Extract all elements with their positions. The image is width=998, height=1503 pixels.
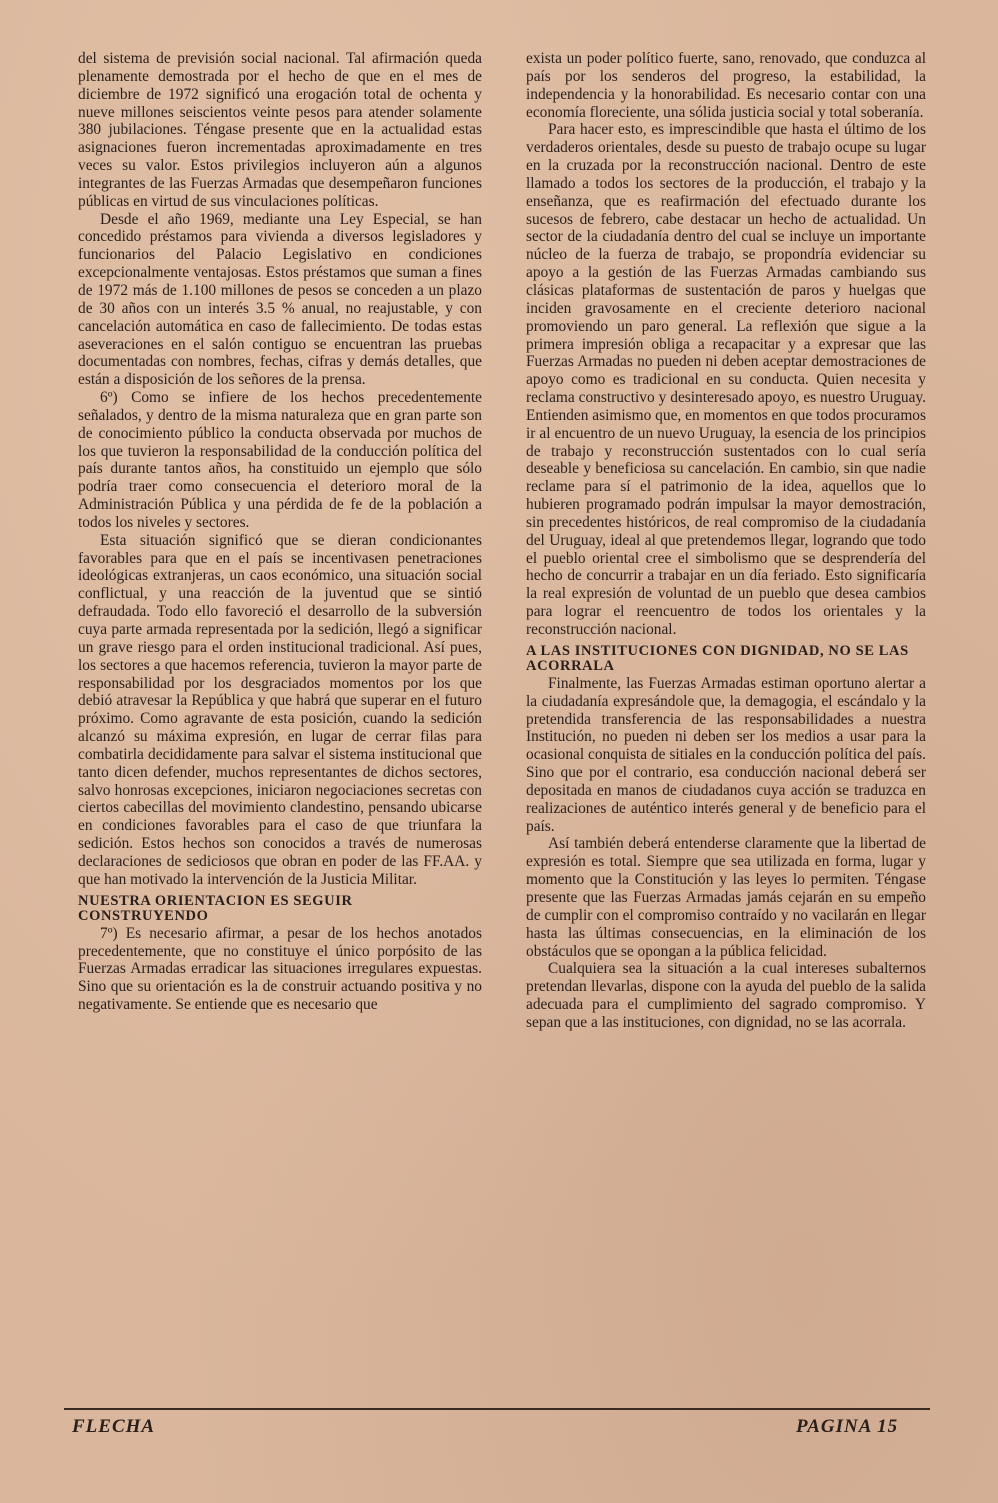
left-paragraph-2: Desde el año 1969, mediante una Ley Especial, se han concedido préstamos para vivienda a diversos legisladores y funcionarios del Palacio Legislativo en condiciones excepcionalmente ventajosas. Estos préstamos que suman a fines de 1972 más de 1.100 millones de pesos se conceden a un plazo de 30 años con un interés 3.5 % anual, no reajustable, y con cancelación automática en caso de fallecimiento. De todas estas aseveraciones en el salón contiguo se encuentran las pruebas documentadas con nombres, fechas, cifras y demás detalles, que están a disposición de los señores de la prensa. <box>78 210 482 389</box>
section-heading-institutions: A LAS INSTITUCIONES CON DIGNIDAD, NO SE LAS ACORRALA <box>526 642 909 675</box>
left-paragraph-3: 6º) Como se infiere de los hechos precedentemente señalados, y dentro de la misma naturaleza que en gran parte son de conocimiento público la conducta observada por muchos de los que tuvieron la responsabilidad de la conducción política del país durante tantos años, ha constituido un ejemplo que sólo podría traer como consecuencia el deterioro moral de la Administración Pública y una pérdida de fe de la población a todos los niveles y sectores. <box>78 389 482 531</box>
left-column <box>78 50 482 1014</box>
right-paragraph-4: Así también deberá entenderse claramente que la libertad de expresión es total. Siempre que sea utilizada en forma, lugar y momento que la Constitución y las leyes lo permiten. Téngase presente que las Fuerzas Armadas jamás cejarán en su empeño de cumplir con el compromiso contraído y no vacilarán en llegar hasta las últimas consecuencias, en la eliminación de los obstáculos que se opongan a la pública felicidad. <box>526 835 926 960</box>
left-paragraph-5: 7º) Es necesario afirmar, a pesar de los hechos anotados precedentemente, que no constituye el único porpósito de las Fuerzas Armadas erradicar las situaciones irregulares expuestas. Sino que su orientación es la de construir actuando positiva y no negativamente. Se entiende que es necesario que <box>78 924 482 1014</box>
page-number: PAGINA 15 <box>796 1416 899 1437</box>
right-paragraph-3: Finalmente, las Fuerzas Armadas estiman oportuno alertar a la ciudadanía expresándole que, la demagogia, el escándalo y la pretendida transferencia de las responsabilidades a nuestra Institución, no pueden ni deben ser los medios a usar para la ocasional conquista de sitiales en la conducción política del país. Sino que por el contrario, esa conducción nacional deberá ser depositada en manos de ciudadanos cuya acción se traduzca en realizaciones de auténtico interés general y de beneficio para el país. <box>526 674 926 835</box>
section-heading-orientation: NUESTRA ORIENTACION ES SEGUIR CONSTRUYENDO <box>78 892 353 925</box>
publication-name: FLECHA <box>72 1416 156 1437</box>
left-paragraph-1: del sistema de previsión social nacional. Tal afirmación queda plenamente demostrada por el hecho de que en el mes de diciembre de 1972 significó una erogación total de ochenta y nueve millones seiscientos veinte pesos para atender solamente 380 jubilaciones. Téngase presente que en la actualidad estas asignaciones fueron incrementadas aproximadamente en tres veces su valor. Estos privilegios incluyeron aún a algunos integrantes de las Fuerzas Armadas que desempeñaron funciones públicas en virtud de sus vinculaciones políticas. <box>78 50 482 210</box>
footer-rule <box>64 1408 930 1410</box>
right-column <box>526 50 926 1032</box>
left-paragraph-4: Esta situación significó que se dieran condicionantes favorables para que en el país se incentivasen penetraciones ideológicas extranjeras, un caos económico, una situación social conflictual, y una reacción de la juventud que se sintió defraudada. Todo ello favoreció el desarrollo de la subversión cuya parte armada representada por la sedición, llegó a significar un grave riesgo para el orden institucional tradicional. Así pues, los sectores a que hacemos referencia, tuvieron la mayor parte de responsabilidad por los desgraciados momentos por los que debió atravesar la República y que habrá que superar en el futuro próximo. Como agravante de esta posición, cuando la sedición alcanzó su máxima expresión, en lugar de cerrar filas para combatirla decididamente para salvar el sistema institucional que tanto dicen defender, muchos representantes de dichos sectores, salvo honrosas excepciones, iniciaron negociaciones secretas con ciertos cabecillas del movimiento clandestino, pensando ubicarse en condiciones favorables para el caso de que triunfara la sedición. Estos hechos son conocidos a través de numerosas declaraciones de sediciosos que obran en poder de las FF.AA. y que han motivado la intervención de la Justicia Militar. <box>78 531 482 888</box>
right-paragraph-1: exista un poder político fuerte, sano, renovado, que conduzca al país por los senderos del progreso, la estabilidad, la independencia y la honorabilidad. Es necesario contar con una economía floreciente, una sólida justicia social y total soberanía. <box>526 50 926 121</box>
right-paragraph-2: Para hacer esto, es imprescindible que hasta el último de los verdaderos orientales, desde su puesto de trabajo ocupe su lugar en la cruzada por la reconstrucción nacional. Dentro de este llamado a todos los sectores de la producción, el trabajo y la enseñanza, que es reafirmación del efectuado durante los sucesos de febrero, cabe destacar un hecho de actualidad. Un sector de la ciudadanía dentro del cual se incluye un importante núcleo de la fuerza de trabajo, se propondría evidenciar su apoyo a la gestión de las Fuerzas Armadas cambiando sus clásicas plataformas de sustentación de paros y huelgas que inciden gravosamente en el creciente deterioro nacional promoviendo un paro general. La reflexión que sigue a la primera impresión obliga a recapacitar y a expresar que las Fuerzas Armadas no pueden ni deben aceptar demostraciones de apoyo como es tradicional en su conducta. Quien necesita y reclama constructivo y desinteresado apoyo, es nuestro Uruguay. Entienden asimismo que, en momentos en que todos procuramos ir al encuentro de un nuevo Uruguay, la esencia de los principios de trabajo y reconstrucción sustentados con lo cual sería deseable y beneficiosa su cancelación. En cambio, sin que nadie reclame para sí el patrimonio de la idea, aquellos que lo hubieren programado podrán impulsar la mayor demostración, sin precedentes históricos, de real compromiso de la ciudadanía del Uruguay, ideal al que pretendemos llegar, logrando que todo el pueblo oriental cree el simbolismo que se desprendería del hecho de concurrir a trabajar en un día feriado. Esto significaría la real expresión de voluntad de un pueblo que desea cambios para lograr el reencuentro de todos los orientales y la reconstrucción nacional. <box>526 121 926 638</box>
right-paragraph-5: Cualquiera sea la situación a la cual intereses subalternos pretendan llevarlas, dispone con la ayuda del pueblo de la salida adecuada para el cumplimiento del sagrado compromiso. Y sepan que a las instituciones, con dignidad, no se las acorrala. <box>526 960 926 1031</box>
